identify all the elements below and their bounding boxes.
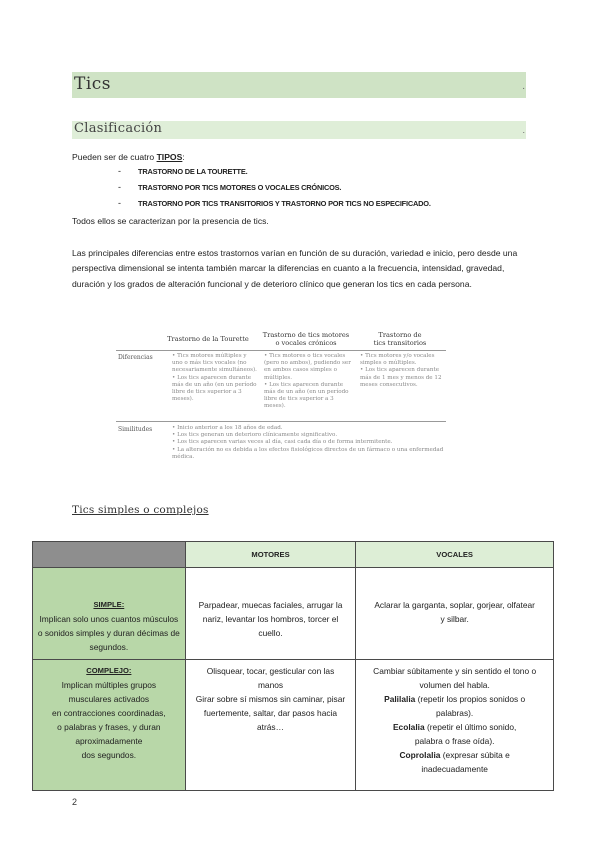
intro-suffix: :: [182, 152, 185, 162]
table-row: [33, 660, 554, 791]
bullet-dash: -: [118, 182, 121, 192]
type-label: TRASTORNO POR TICS MOTORES O VOCALES CRÓNICOS.: [138, 183, 342, 192]
vocales-desc: (repetir el último sonido, palabra o frase oída).: [414, 722, 517, 746]
table-corner-cell: [33, 542, 186, 568]
section-title-clasificacion: Clasificación: [74, 121, 163, 136]
vocales-term: Ecolalia: [392, 722, 425, 732]
scan-header: Trastorno de tics motores o vocales crónicos: [262, 331, 350, 347]
vocales-desc: (expresar súbita e inadecuadamente: [421, 750, 510, 774]
row-label-line: Implican múltiples grupos: [61, 680, 157, 690]
intro-tipos: TIPOS: [156, 152, 183, 162]
vocales-desc: (repetir los propios sonidos o palabras).: [415, 694, 526, 718]
table-row: [33, 568, 554, 660]
cell-simple-motores: Parpadear, muecas faciales, arrugar la nariz, levantar los hombros, torcer el cuello.: [185, 568, 356, 660]
scan-cell: • Tics motores múltiples y uno o más tics vocales (no necesariamente simultáneos). • Los tics aparecen durante más de un año (en un período libre de tics superior a 3 meses).: [172, 353, 257, 403]
row-label: COMPLEJO:: [86, 666, 132, 675]
vocales-item: [370, 692, 539, 720]
vocales-term: Palilalia: [384, 694, 416, 704]
column-header-vocales: VOCALES: [356, 542, 554, 568]
page-number: 2: [72, 797, 78, 807]
row-label: SIMPLE:: [93, 600, 125, 609]
scan-header: Trastorno de tics transitorios: [373, 331, 427, 347]
scan-cell: • Inicio anterior a los 18 años de edad. • Los tics generan un deterioro clínicamente significativo. • Los tics aparecen varias veces al día, casi cada día o de forma intermitente. • La alteración no es debida a los efectos fisiológicos directos de un fármaco o una enfermedad médica.: [172, 425, 444, 460]
all-tics-line: Todos ellos se caracterizan por la presencia de tics.: [72, 216, 269, 226]
subtitle-bar: [72, 121, 526, 139]
vocales-item: [370, 748, 539, 776]
intro-prefix: Pueden ser de cuatro: [72, 152, 157, 162]
title-dot: .: [522, 81, 525, 92]
cell-complejo-vocales: [356, 660, 554, 791]
subtitle-dot: .: [522, 125, 525, 135]
row-label-line: o palabras y frases, y duran: [57, 722, 161, 732]
vocales-intro: Cambiar súbitamente y sin sentido el tono o volumen del habla.: [373, 666, 537, 690]
row-header-complejo: [33, 660, 186, 791]
column-header-motores: MOTORES: [185, 542, 356, 568]
cell-simple-vocales: Aclarar la garganta, soplar, gorjear, olfatear y silbar.: [356, 568, 554, 660]
differences-paragraph: Las principales diferencias entre estos trastornos varían en función de su duración, variedad e inicio, pero desde una perspectiva dimensional se intenta también marcar la diferencias en cuanto a la frecuencia, intensidad, gravedad, duración y los grados de alteración funcional y de deterioro clínico que generan los tics en cada persona.: [72, 248, 518, 289]
scanned-comparison-table: [116, 330, 446, 468]
vocales-term: Coprolalia: [399, 750, 441, 760]
tics-table: [32, 541, 554, 791]
scan-cell: • Tics motores o tics vocales (pero no ambos), pudiendo ser en ambos casos simples o múltiples. • Los tics aparecen durante más de un año (en un período libre de tics superior a 3 meses).: [264, 353, 351, 410]
scan-cell: • Tics motores y/o vocales simples o múltiples. • Los tics aparecen durante más de 1 mes y menos de 12 meses consecutivos.: [360, 353, 442, 388]
page-title: Tics: [74, 74, 112, 94]
bullet-dash: -: [118, 198, 121, 208]
scan-row-label: Diferencias: [118, 354, 153, 361]
row-label-line: en contracciones coordinadas,: [52, 708, 166, 718]
motores-line: Olisquear, tocar, gesticular con las manos: [206, 666, 335, 690]
title-bar: [72, 72, 526, 98]
row-label-line: aproximadamente: [75, 736, 143, 746]
row-label-text: Implican solo unos cuantos músculos o sonidos simples y duran décimas de segundos.: [37, 614, 180, 652]
row-label-line: musculares activados: [68, 694, 150, 704]
row-header-simple: [33, 568, 186, 660]
motores-line: Girar sobre sí mismos sin caminar, pisar fuertemente, saltar, dar pasos hacia atrás…: [195, 694, 346, 732]
row-label-line: dos segundos.: [81, 750, 137, 760]
vocales-item: [370, 720, 539, 748]
table-header-row: [33, 542, 554, 568]
bullet-dash: -: [118, 166, 121, 176]
type-label: TRASTORNO DE LA TOURETTE.: [138, 167, 248, 176]
section-title-simples-complejos: Tics simples o complejos: [72, 504, 209, 516]
cell-complejo-motores: [185, 660, 356, 791]
scan-header: Trastorno de la Tourette: [167, 335, 249, 343]
intro-line: [72, 150, 185, 165]
scan-row-label: Similitudes: [118, 426, 153, 433]
type-label: TRASTORNO POR TICS TRANSITORIOS Y TRASTORNO POR TICS NO ESPECIFICADO.: [138, 199, 431, 208]
scan-rule: [116, 421, 446, 422]
scan-rule: [116, 350, 446, 351]
